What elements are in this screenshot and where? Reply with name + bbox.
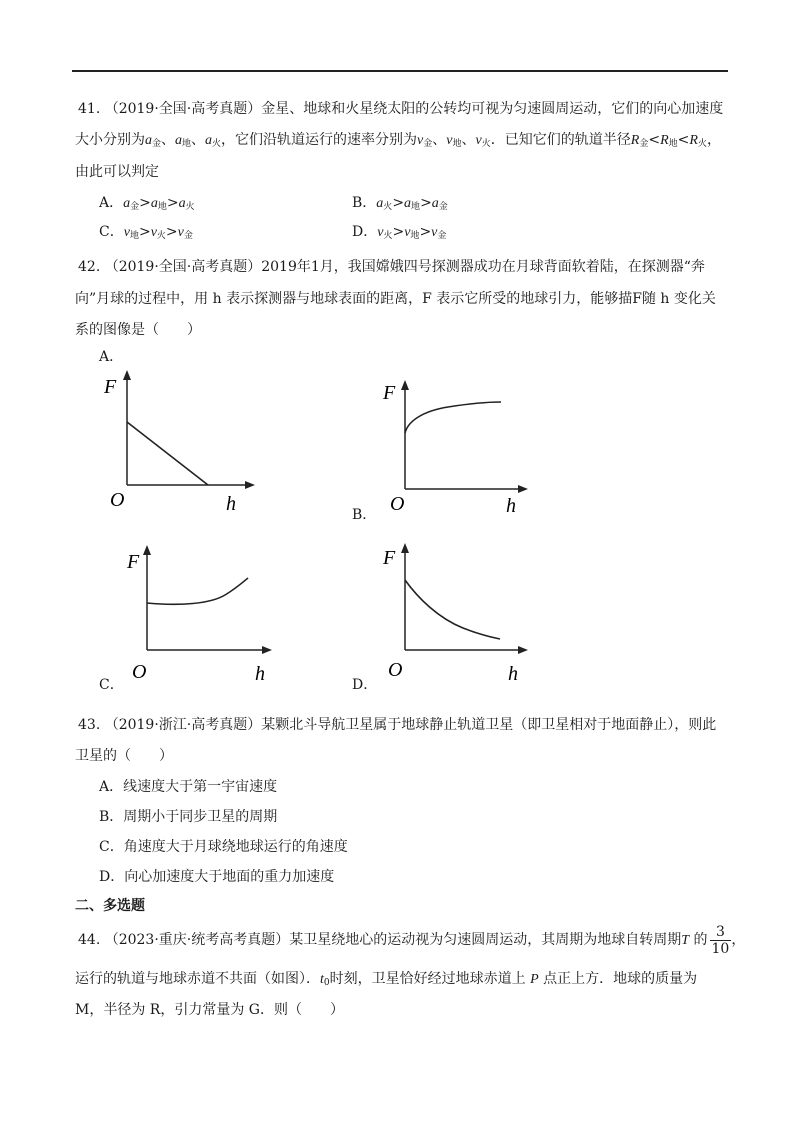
graph-a[interactable] xyxy=(100,365,270,519)
q41-line-1: 41. （2019·全国·高考真题）金星、地球和火星绕太阳的公转均可视为匀速圆周运动，它们的向心加速度 xyxy=(78,101,724,117)
q41-line-3: 由此可以判定 xyxy=(75,164,159,180)
q42-option-c-label[interactable]: C． xyxy=(99,677,124,693)
graph-b-origin: O xyxy=(390,493,405,515)
q41-option-d[interactable]: D．$v_火>v_地>v_金$ xyxy=(352,224,447,241)
graph-d[interactable] xyxy=(378,538,548,692)
q43-option-b[interactable]: B．周期小于同步卫星的周期 xyxy=(99,809,278,825)
q42-option-a-label[interactable]: A． xyxy=(99,349,124,365)
q44-fraction: $\frac{3}{10}$ xyxy=(711,923,730,957)
graph-a-x-label: h xyxy=(226,493,236,515)
graph-c-x-label: h xyxy=(255,663,265,685)
graph-b[interactable] xyxy=(378,375,548,529)
q44-line-2: 运行的轨道与地球赤道不共面（如图）．$t_0$时刻，卫星恰好经过地球赤道上 P 点正上方．地球的质量为 xyxy=(75,971,698,988)
graph-a-y-label: F xyxy=(104,376,117,398)
graph-d-origin: O xyxy=(388,659,403,681)
q41-line-2: 大小分别为$a_金$、$a_地$、$a_火$，它们沿轨道运行的速率分别为$v_金$、$v_地$、$v_火$．已知它们的轨道半径$R_金<R_地<R_火$， xyxy=(75,132,721,149)
q43-option-a[interactable]: A．线速度大于第一宇宙速度 xyxy=(99,779,278,795)
q42-option-b-label[interactable]: B． xyxy=(352,507,377,523)
q43-option-d[interactable]: D．向心加速度大于地面的重力加速度 xyxy=(99,869,335,885)
q44-line-3: M，半径为 R，引力常量为 G．则（ ） xyxy=(75,1002,344,1018)
q42-line-2: 向”月球的过程中，用 h 表示探测器与地球表面的距离，F 表示它所受的地球引力，能够描F随 h 变化关 xyxy=(75,291,716,307)
graph-c[interactable] xyxy=(120,540,290,694)
graph-b-x-label: h xyxy=(506,495,516,517)
section-heading-multiple-choice: 二、多选题 xyxy=(75,898,145,914)
graph-b-y-label: F xyxy=(383,382,396,404)
q41-option-b[interactable]: B．$a_火>a_地>a_金$ xyxy=(352,195,448,212)
q41-option-c[interactable]: C．$v_地>v_火>v_金$ xyxy=(99,224,193,241)
q43-line-2: 卫星的（ ） xyxy=(75,748,173,764)
q42-line-1: 42. （2019·全国·高考真题）2019年1月，我国嫦娥四号探测器成功在月球背面软着陆，在探测器“奔 xyxy=(78,259,705,275)
q41-option-a[interactable]: A．$a_金>a_地>a_火$ xyxy=(99,195,195,212)
q43-option-c[interactable]: C．角速度大于月球绕地球运行的角速度 xyxy=(99,839,348,855)
graph-a-origin: O xyxy=(110,489,125,511)
q42-line-3: 系的图像是（ ） xyxy=(75,322,201,338)
graph-d-x-label: h xyxy=(508,663,518,685)
q42-option-d-label[interactable]: D． xyxy=(352,677,378,693)
q43-line-1: 43. （2019·浙江·高考真题）某颗北斗导航卫星属于地球静止轨道卫星（即卫星相对于地面静止），则此 xyxy=(78,717,717,733)
graph-c-y-label: F xyxy=(127,551,140,573)
q44-line-1: 44. （2023·重庆·统考高考真题）某卫星绕地心的运动视为匀速圆周运动，其周期为地球自转周期T 的 $\frac{3}{10}$ ， xyxy=(78,923,746,957)
header-rule xyxy=(72,70,728,72)
graph-d-y-label: F xyxy=(383,547,396,569)
graph-c-origin: O xyxy=(132,661,147,683)
